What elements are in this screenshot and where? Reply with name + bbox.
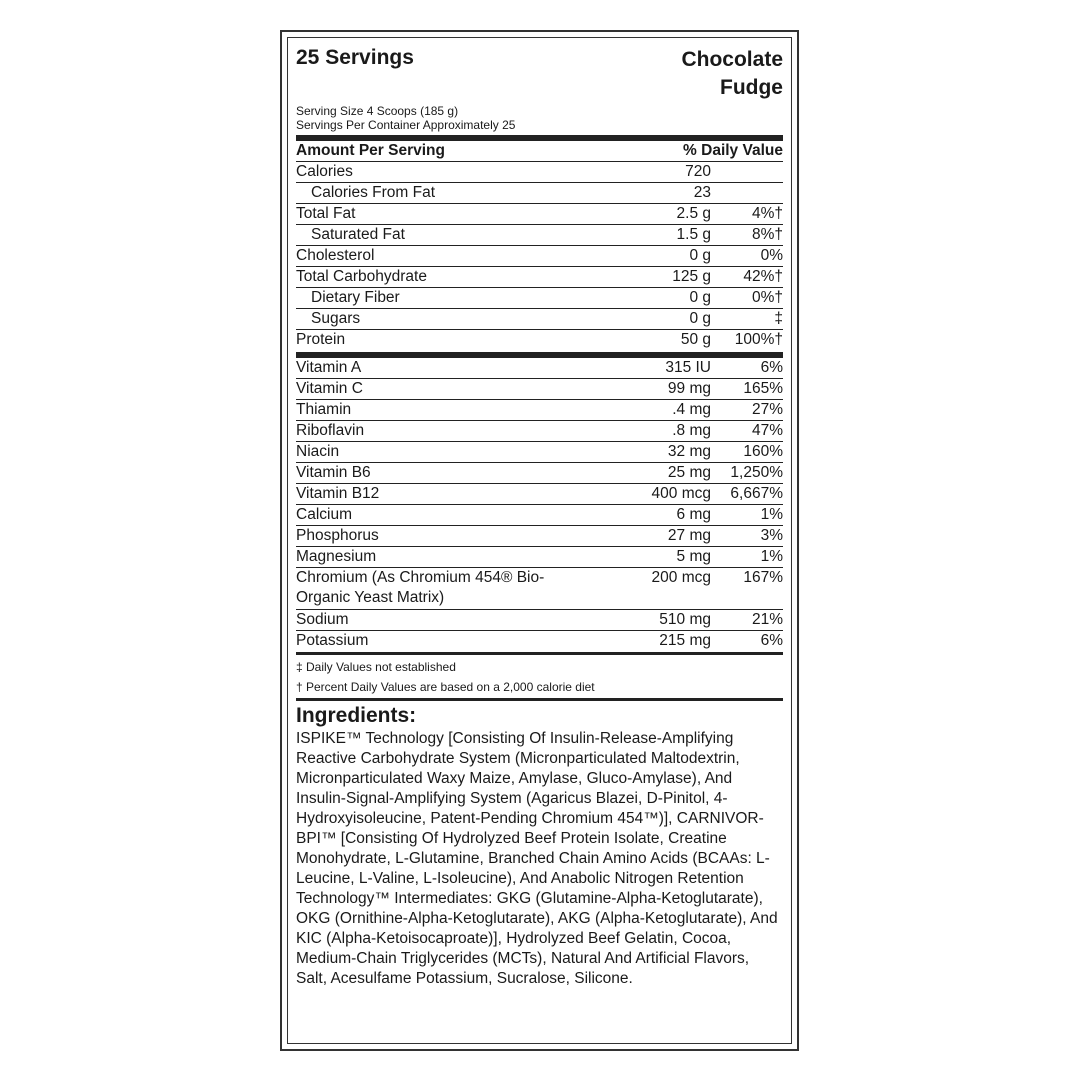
nutrient-daily-value: ‡ [774,310,783,327]
nutrient-amount: 0 g [689,310,711,327]
nutrient-amount: 0 g [689,247,711,264]
nutrient-amount: 200 mcg [651,569,711,586]
nutrient-daily-value: 4%† [751,205,783,222]
nutrient-name: Chromium (As Chromium 454® Bio-Organic Yeast Matrix) [296,569,545,607]
nutrient-row [296,463,783,484]
nutrient-daily-value: 21% [751,611,783,628]
nutrient-amount: 125 g [672,268,711,285]
nutrient-name: Calories From Fat [311,184,436,201]
nutrient-daily-value: 42%† [743,268,783,285]
nutrient-amount: 27 mg [667,527,711,544]
nutrient-name: Total Carbohydrate [296,268,427,285]
nutrient-row [296,400,783,421]
footnote-not-established: ‡ Daily Values not established [296,660,456,674]
nutrient-amount: .8 mg [672,422,711,439]
nutrient-amount: 32 mg [667,443,711,460]
footnote-percent-basis: † Percent Daily Values are based on a 2,000 calorie diet [296,680,595,694]
nutrient-amount: 0 g [689,289,711,306]
flavor-name: Chocolate Fudge [681,48,783,99]
nutrient-name: Potassium [296,632,369,649]
nutrient-name: Calories [296,163,353,180]
nutrient-row [296,568,783,610]
micro-nutrients [296,358,783,652]
servings-title: 25 Servings [296,46,414,69]
divider [296,698,783,701]
nutrient-amount: 1.5 g [676,226,711,243]
nutrient-row [296,421,783,442]
nutrient-row [296,526,783,547]
nutrient-row [296,442,783,463]
nutrient-name: Niacin [296,443,340,460]
nutrition-label [280,30,799,1051]
nutrient-amount: 215 mg [659,632,711,649]
amount-per-serving-header: Amount Per Serving [296,142,445,159]
nutrient-daily-value: 1% [760,506,783,523]
nutrient-daily-value: 6% [760,632,783,649]
nutrient-daily-value: 165% [743,380,783,397]
nutrient-daily-value: 1,250% [730,464,783,481]
nutrient-daily-value: 47% [751,422,783,439]
nutrient-daily-value: 0%† [751,289,783,306]
nutrient-daily-value: 160% [743,443,783,460]
nutrient-name: Calcium [296,506,352,523]
nutrient-name: Vitamin C [296,380,363,397]
nutrient-daily-value: 1% [760,548,783,565]
nutrient-row [296,505,783,526]
nutrient-name: Riboflavin [296,422,365,439]
nutrition-content [296,46,783,989]
label-header [296,46,783,102]
ingredients-text: ISPIKE™ Technology [Consisting Of Insulin-Release-Amplifying Reactive Carbohydrate System (Micronparticulated Maltodextrin, Micronparticulated Waxy Maize, Amylase, Gluco-Amylase), And Insulin-Signal-Amplifying System (Agaricus Blazei, D-Pinitol, 4-Hydroxyisoleucine, Patent-Pending Chromium 454™)], CARNIVOR-BPI™ [Consisting Of Hydrolyzed Beef Protein Isolate, Creatine Monohydrate, L-Glutamine, Branched Chain Amino Acids (BCAAs: L-Leucine, L-Valine, L-Isoleucine), And Anabolic Nitrogen Retention Technology™ Intermediates: GKG (Glutamine-Alpha-Ketoglutarate), OKG (Ornithine-Alpha-Ketoglutarate), AKG (Alpha-Ketoglutarate), And KIC (Alpha-Ketoisocaproate)], Hydrolyzed Beef Gelatin, Cocoa, Medium-Chain Triglycerides (MCTs), Natural And Artificial Flavors, Salt, Acesulfame Potassium, Sucralose, Silicone. [296,730,778,987]
nutrient-amount: 720 [685,163,711,180]
ingredients-title: Ingredients: [296,704,417,727]
nutrient-name: Cholesterol [296,247,375,264]
nutrient-name: Dietary Fiber [311,289,400,306]
nutrient-name: Vitamin A [296,359,362,376]
serving-info [296,104,783,132]
nutrient-amount: 2.5 g [676,205,711,222]
nutrient-name: Thiamin [296,401,352,418]
servings-per-container: Servings Per Container Approximately 25 [296,118,516,132]
nutrient-amount: .4 mg [672,401,711,418]
nutrient-row [296,204,783,225]
nutrient-name: Saturated Fat [311,226,405,243]
nutrient-row [296,309,783,330]
nutrient-amount: 510 mg [659,611,711,628]
nutrient-row [296,162,783,183]
nutrient-daily-value: 100%† [734,331,783,348]
nutrient-row [296,547,783,568]
nutrient-row [296,330,783,351]
nutrition-label-inner-border [287,37,792,1044]
nutrient-row [296,358,783,379]
nutrient-daily-value: 167% [743,569,783,586]
serving-size: Serving Size 4 Scoops (185 g) [296,104,459,118]
nutrient-row [296,183,783,204]
nutrient-amount: 315 IU [665,359,711,376]
nutrient-row [296,267,783,288]
nutrient-name: Sugars [311,310,361,327]
nutrient-daily-value: 8%† [751,226,783,243]
nutrient-amount: 50 g [680,331,711,348]
nutrient-row [296,379,783,400]
nutrient-amount: 23 [693,184,711,201]
nutrient-amount: 99 mg [667,380,711,397]
nutrient-daily-value: 0% [760,247,783,264]
nutrient-name: Phosphorus [296,527,379,544]
nutrient-name: Total Fat [296,205,356,222]
nutrient-row [296,631,783,652]
nutrient-row [296,246,783,267]
nutrient-amount: 400 mcg [651,485,711,502]
column-header-row [296,141,783,162]
nutrient-name: Vitamin B6 [296,464,371,481]
nutrient-row [296,484,783,505]
nutrient-amount: 6 mg [676,506,711,523]
daily-value-header: % Daily Value [683,142,783,159]
nutrient-daily-value: 6% [760,359,783,376]
nutrient-daily-value: 27% [751,401,783,418]
nutrient-row [296,610,783,631]
nutrient-name: Vitamin B12 [296,485,380,502]
nutrient-daily-value: 6,667% [730,485,783,502]
nutrient-name: Protein [296,331,346,348]
nutrient-name: Sodium [296,611,349,628]
divider [296,652,783,655]
macro-nutrients [296,162,783,351]
nutrient-amount: 5 mg [676,548,711,565]
nutrient-name: Magnesium [296,548,377,565]
nutrient-amount: 25 mg [667,464,711,481]
nutrient-row [296,225,783,246]
nutrient-row [296,288,783,309]
nutrient-daily-value: 3% [760,527,783,544]
